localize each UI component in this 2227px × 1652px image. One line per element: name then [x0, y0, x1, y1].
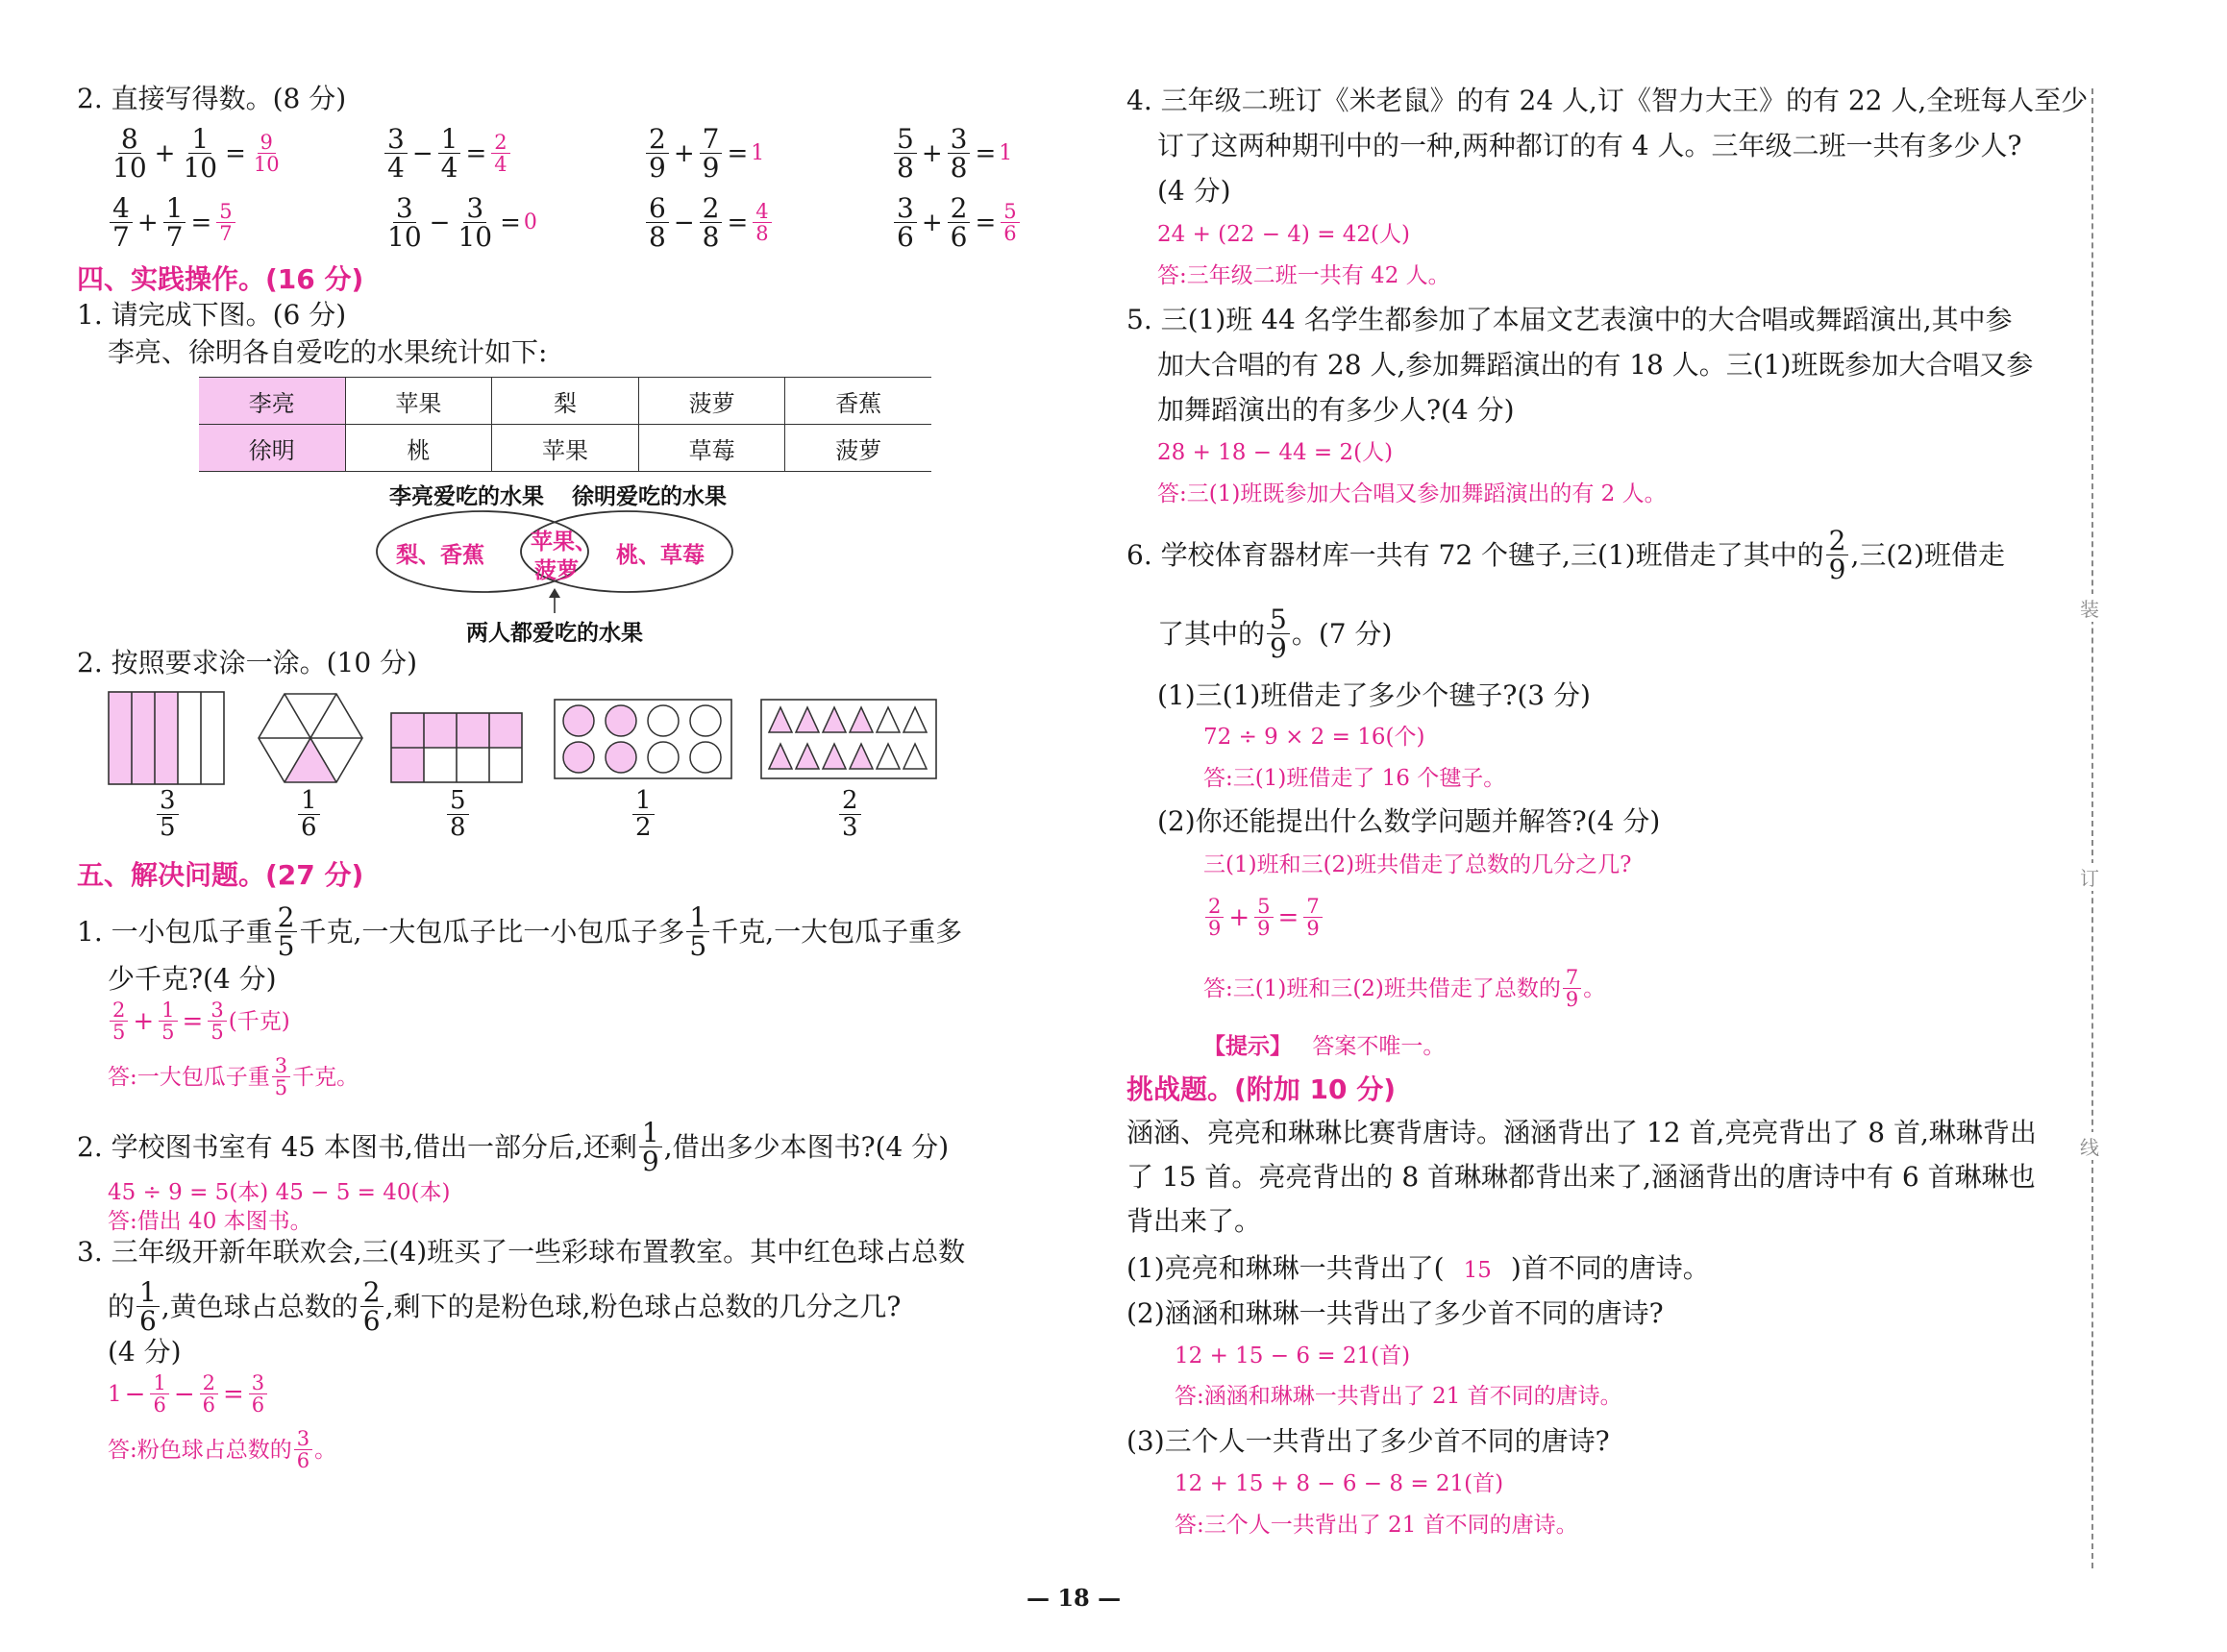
q2-title: 2. 直接写得数。(8 分)	[77, 83, 347, 114]
challenge-p2-answer: 答:涵涵和琳琳一共背出了 21 首不同的唐诗。	[1175, 1384, 1622, 1409]
calc-result: 0	[523, 210, 537, 235]
venn-left-text: 梨、香蕉	[396, 543, 484, 568]
table-cell: 徐明	[199, 425, 345, 472]
venn-label-right: 徐明爱吃的水果	[572, 484, 727, 509]
q5-answer: 答:三(1)班既参加大合唱又参加舞蹈演出的有 2 人。	[1157, 481, 1667, 506]
triangle	[769, 707, 792, 732]
calc-result: $\frac{9}{10}$	[253, 131, 280, 177]
q4-answer: 答:三年级二班一共有 42 人。	[1157, 263, 1450, 288]
shape-fraction-triangles: $\frac{2}{3}$	[837, 788, 863, 842]
challenge-line1: 涵涵、亮亮和琳琳比赛背唐诗。涵涵背出了 12 首,亮亮背出了 8 首,琳琳背出	[1126, 1117, 2037, 1148]
page-number: — 18 —	[1027, 1584, 1122, 1612]
shape-grid	[389, 711, 524, 784]
s5-q1-text-c: 千克,一大包瓜子重多	[711, 915, 963, 948]
triangle	[769, 744, 792, 769]
triangle	[903, 744, 927, 769]
fraction: $\frac{1}{7}$	[163, 194, 186, 252]
fraction: $\frac{2}{5}$	[275, 903, 298, 961]
calc-item: $\frac{3}{10}$ − $\frac{3}{10}$ = 0	[383, 194, 537, 252]
q4-line2: 订了这两种期刊中的一种,两种都订的有 4 人。三年级二班一共有多少人?	[1157, 130, 2022, 161]
q4-line3: (4 分)	[1157, 175, 1231, 207]
fraction: $\frac{2}{6}$	[948, 194, 971, 252]
shape-fraction-circles: $\frac{1}{2}$	[631, 788, 656, 842]
s5-q1-line1	[77, 903, 962, 961]
binding-dashed-line	[2091, 88, 2093, 1568]
s5-q3-line3: (4 分)	[108, 1336, 182, 1368]
venn-center-line2: 菠萝	[534, 558, 579, 583]
calc-item: $\frac{5}{8}$ + $\frac{3}{8}$ = 1	[892, 125, 1012, 183]
calc-item: $\frac{3}{4}$ − $\frac{1}{4}$ = $\frac{2}{4}$	[383, 125, 512, 183]
fraction: $\frac{1}{9}$	[639, 1119, 662, 1176]
table-cell: 李亮	[199, 378, 345, 425]
sec4-p2-title: 2. 按照要求涂一涂。(10 分)	[77, 647, 417, 678]
fraction: $\frac{3}{10}$	[458, 192, 493, 254]
table-row	[199, 425, 931, 472]
shape-fraction-hexagon: $\frac{1}{6}$	[296, 788, 322, 842]
q5-line2: 加大合唱的有 28 人,参加舞蹈演出的有 18 人。三(1)班既参加大合唱又参	[1157, 349, 2034, 381]
q5-ans: 28 + 18 − 44 = 2(人)	[1157, 440, 1394, 465]
hint-tag: 【提示】	[1203, 1034, 1292, 1059]
calc-item: $\frac{6}{8}$ − $\frac{2}{8}$ = $\frac{4}{8}$	[644, 194, 774, 252]
triangle	[877, 707, 900, 732]
fraction: $\frac{1}{4}$	[438, 125, 461, 183]
triangle	[823, 707, 846, 732]
fraction: $\frac{3}{4}$	[384, 125, 408, 183]
triangle	[850, 744, 873, 769]
table-cell: 菠萝	[638, 378, 785, 425]
triangle	[903, 707, 927, 732]
calc-result: $\frac{4}{8}$	[753, 201, 771, 244]
calc-result: 1	[999, 141, 1013, 166]
q6-line1: 6. 学校体育器材库一共有 72 个毽子,三(1)班借走了其中的 $\frac{2}{9}$ ,三(2)班借走	[1126, 525, 2006, 586]
shape-fraction-rectangle-strips: $\frac{3}{5}$	[155, 788, 181, 842]
calc-result: 1	[751, 141, 765, 166]
fraction: $\frac{3}{6}$	[894, 194, 917, 252]
q6-p2: (2)你还能提出什么数学问题并解答?(4 分)	[1157, 805, 1661, 837]
s5-q1-answer: 答:一大包瓜子重 $\frac{3}{5}$ 千克。	[108, 1054, 359, 1100]
venn-right-text: 桃、草莓	[616, 543, 705, 568]
binding-char: 订	[2080, 863, 2099, 891]
s5-q1-text-b: 千克,一大包瓜子比一小包瓜子多	[299, 915, 685, 948]
fraction: $\frac{8}{10}$	[112, 123, 147, 185]
section4-title: 四、实践操作。(16 分)	[77, 263, 364, 295]
venn-pointer-arrow	[549, 588, 560, 598]
q6-line2: 了其中的 $\frac{5}{9}$ 。(7 分)	[1157, 604, 1393, 665]
triangle	[877, 744, 900, 769]
table-cell: 苹果	[492, 425, 639, 472]
fraction: $\frac{6}{8}$	[646, 194, 669, 252]
fraction: $\frac{2}{8}$	[700, 194, 723, 252]
triangle	[796, 744, 819, 769]
triangle	[850, 707, 873, 732]
calc-item: $\frac{2}{9}$ + $\frac{7}{9}$ = 1	[644, 125, 764, 183]
s5-q2-line: 2. 学校图书室有 45 本图书,借出一部分后,还剩 $\frac{1}{9}$ ,借出多少本图书?(4 分)	[77, 1117, 950, 1178]
q6-p1: (1)三(1)班借走了多少个毽子?(3 分)	[1157, 679, 1591, 711]
q4-ans: 24 + (22 − 4) = 42(人)	[1157, 222, 1411, 247]
challenge-line2: 了 15 首。亮亮背出的 8 首琳琳都背出来了,涵涵背出的唐诗中有 6 首琳琳也	[1126, 1161, 2036, 1193]
fraction: $\frac{7}{9}$	[700, 125, 723, 183]
table-cell: 苹果	[345, 378, 492, 425]
table-cell: 桃	[345, 425, 492, 472]
table-cell: 梨	[492, 378, 639, 425]
calc-item: $\frac{4}{7}$ + $\frac{1}{7}$ = $\frac{5}{7}$	[108, 194, 237, 252]
fraction: $\frac{3}{10}$	[387, 192, 422, 254]
fruit-table	[199, 377, 931, 472]
s5-q1-answer-expr: $\frac{2}{5}$ + $\frac{1}{5}$ = $\frac{3}{5}$ (千克)	[108, 999, 290, 1043]
q6-p1-ans: 72 ÷ 9 × 2 = 16(个)	[1203, 725, 1425, 750]
challenge-title: 挑战题。(附加 10 分)	[1126, 1073, 1397, 1105]
fraction: $\frac{4}{7}$	[110, 194, 133, 252]
shape-circles	[553, 698, 733, 780]
sec4-p1-desc: 李亮、徐明各自爱吃的水果统计如下:	[108, 336, 548, 368]
table-cell: 菠萝	[785, 425, 931, 472]
s5-q2-answer: 答:借出 40 本图书。	[108, 1209, 312, 1234]
venn-label-left: 李亮爱吃的水果	[389, 484, 544, 509]
q6-p1-answer: 答:三(1)班借走了 16 个毽子。	[1203, 766, 1506, 791]
binding-char: 线	[2080, 1132, 2099, 1160]
challenge-p1: (1)亮亮和琳琳一共背出了( 15 )首不同的唐诗。	[1126, 1252, 1710, 1284]
challenge-p3-ans: 12 + 15 + 8 − 6 − 8 = 21(首)	[1175, 1471, 1504, 1496]
fraction: $\frac{3}{8}$	[948, 125, 971, 183]
challenge-p3-answer: 答:三个人一共背出了 21 首不同的唐诗。	[1175, 1513, 1578, 1538]
sec4-p1-title: 1. 请完成下图。(6 分)	[77, 299, 347, 331]
q5-line3: 加舞蹈演出的有多少人?(4 分)	[1157, 394, 1515, 426]
fraction: $\frac{1}{10}$	[183, 123, 218, 185]
table-row	[199, 378, 931, 425]
calc-item: $\frac{3}{6}$ + $\frac{2}{6}$ = $\frac{5}{6}$	[892, 194, 1022, 252]
shape-fraction-grid: $\frac{5}{8}$	[445, 788, 471, 842]
q4-line1: 4. 三年级二班订《米老鼠》的有 24 人,订《智力大王》的有 22 人,全班每人至少	[1126, 85, 2089, 116]
q6-p2-expr: $\frac{2}{9}$ + $\frac{5}{9}$ = $\frac{7}{9}$	[1203, 896, 1324, 939]
challenge-p2-ans: 12 + 15 − 6 = 21(首)	[1175, 1344, 1411, 1368]
binding-char: 装	[2080, 594, 2099, 622]
s5-q3-line1: 3. 三年级开新年联欢会,三(4)班买了一些彩球布置教室。其中红色球占总数	[77, 1236, 966, 1268]
shape-triangles	[759, 698, 938, 780]
challenge-p1-answer: 15	[1463, 1258, 1492, 1283]
calc-result: $\frac{2}{4}$	[491, 132, 509, 175]
s5-q3-answer-expr: 1 − $\frac{1}{6}$ − $\frac{2}{6}$ = $\frac{3}{6}$	[108, 1372, 269, 1416]
table-cell: 香蕉	[785, 378, 931, 425]
hint-text: 答案不唯一。	[1312, 1034, 1446, 1059]
s5-q1-line2: 少千克?(4 分)	[108, 963, 277, 995]
shape-hexagon	[256, 690, 365, 786]
calc-item: $\frac{8}{10}$ + $\frac{1}{10}$ = $\frac{9}{10}$	[108, 125, 285, 183]
fraction: $\frac{5}{8}$	[894, 125, 917, 183]
fraction: $\frac{1}{5}$	[686, 903, 709, 961]
q6-p2-answer: 答:三(1)班和三(2)班共借走了总数的 $\frac{7}{9}$ 。	[1203, 966, 1606, 1012]
challenge-line3: 背出来了。	[1126, 1205, 1262, 1237]
q6-hint	[1203, 1032, 1445, 1061]
triangle	[823, 744, 846, 769]
q6-p2-q: 三(1)班和三(2)班共借走了总数的几分之几?	[1203, 852, 1632, 877]
shape-rectangle-strips	[107, 690, 230, 786]
calc-result: $\frac{5}{6}$	[1001, 201, 1019, 244]
calc-result: $\frac{5}{7}$	[216, 201, 235, 244]
venn-bottom-label: 两人都爱吃的水果	[466, 621, 643, 646]
triangle	[796, 707, 819, 732]
challenge-p2: (2)涵涵和琳琳一共背出了多少首不同的唐诗?	[1126, 1297, 1664, 1329]
challenge-p3: (3)三个人一共背出了多少首不同的唐诗?	[1126, 1425, 1610, 1457]
venn-center-line1: 苹果、	[531, 530, 597, 555]
section5-title: 五、解决问题。(27 分)	[77, 859, 364, 891]
s5-q1-text-a: 1. 一小包瓜子重	[77, 915, 273, 948]
s5-q3-answer: 答:粉色球占总数的 $\frac{3}{6}$ 。	[108, 1427, 337, 1473]
s5-q3-line2: 的 $\frac{1}{6}$ ,黄色球占总数的 $\frac{2}{6}$ ,剩下的是粉色球,粉色球占总数的几分之几?	[108, 1276, 902, 1338]
table-cell: 草莓	[638, 425, 785, 472]
q5-line1: 5. 三(1)班 44 名学生都参加了本届文艺表演中的大合唱或舞蹈演出,其中参	[1126, 304, 2013, 335]
s5-q2-ans: 45 ÷ 9 = 5(本) 45 − 5 = 40(本)	[108, 1180, 451, 1205]
fraction: $\frac{2}{9}$	[646, 125, 669, 183]
